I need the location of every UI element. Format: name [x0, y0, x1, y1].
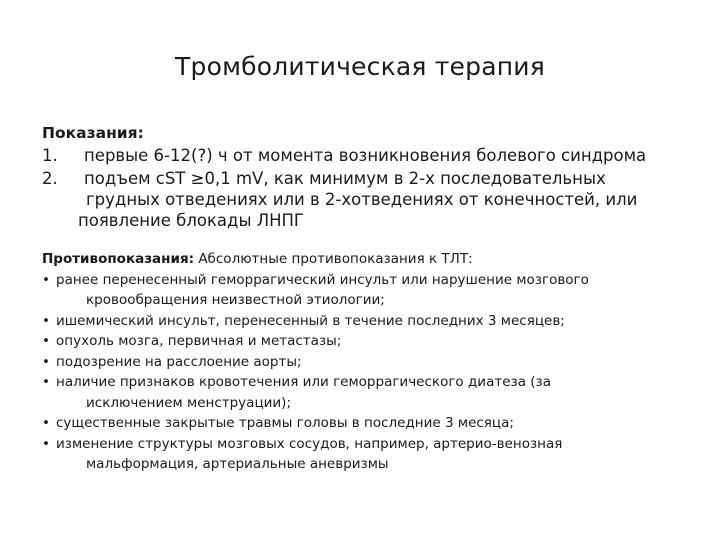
indication-text [78, 169, 692, 231]
contraindication-item [42, 311, 702, 332]
bullet-icon: • [42, 333, 50, 349]
indication-text [84, 146, 646, 165]
contraindication-item [42, 270, 702, 311]
bullet-icon: • [42, 353, 50, 370]
contraindication-line: существенные закрытые травмы головы в последние 3 месяца; [56, 415, 514, 431]
indications-section [42, 124, 692, 233]
contraindications-section [42, 249, 702, 475]
indications-heading: Показания: [42, 124, 144, 142]
indication-line: первые 6-12(?) ч от момента возникновения болевого синдрома [84, 146, 647, 165]
contraindication-line: наличие признаков кровотечения или геморрагического диатеза (за [56, 374, 551, 390]
contraindication-line: мальформация, артериальные аневризмы [86, 456, 389, 472]
contraindication-line: кровообращения неизвестной этиологии; [86, 292, 385, 308]
contraindication-item [42, 372, 702, 413]
contraindication-item [42, 331, 702, 352]
contraindications-list [42, 270, 702, 475]
indication-line: грудных отведениях или в 2-хотведениях от конечностей, или [86, 190, 638, 209]
bullet-icon: • [42, 374, 50, 390]
contraindications-heading-rest: Абсолютные противопоказания к ТЛТ: [194, 251, 473, 267]
indication-item [42, 145, 692, 166]
bullet-icon: • [42, 435, 50, 452]
bullet-icon: • [42, 271, 50, 288]
contraindication-line: ранее перенесенный геморрагический инсульт или нарушение мозгового [56, 271, 589, 288]
contraindication-item [42, 413, 702, 434]
indication-item [42, 168, 692, 231]
contraindication-line: подозрение на расслоение аорты; [56, 353, 302, 370]
indications-list [42, 145, 692, 231]
contraindication-item [42, 434, 702, 475]
contraindications-heading-bold: Противопоказания: [42, 251, 195, 267]
slide-title: Тромболитическая терапия [175, 52, 545, 81]
contraindications-heading [42, 249, 702, 270]
indication-line: появление блокады ЛНПГ [78, 211, 304, 230]
contraindication-line: ишемический инсульт, перенесенный в течение последних 3 месяцев; [56, 312, 565, 329]
indication-line: подъем сST ≥0,1 mV, как минимум в 2-х последовательных [84, 169, 606, 188]
bullet-icon: • [42, 312, 50, 329]
indication-number: 1. [42, 146, 58, 165]
indication-number: 2. [42, 169, 58, 188]
contraindication-line: изменение структуры мозговых сосудов, например, артерио-венозная [56, 435, 563, 452]
contraindication-item [42, 352, 702, 373]
contraindication-line: исключением менструации); [86, 394, 291, 411]
contraindication-line: опухоль мозга, первичная и метастазы; [56, 333, 342, 349]
bullet-icon: • [42, 415, 50, 431]
